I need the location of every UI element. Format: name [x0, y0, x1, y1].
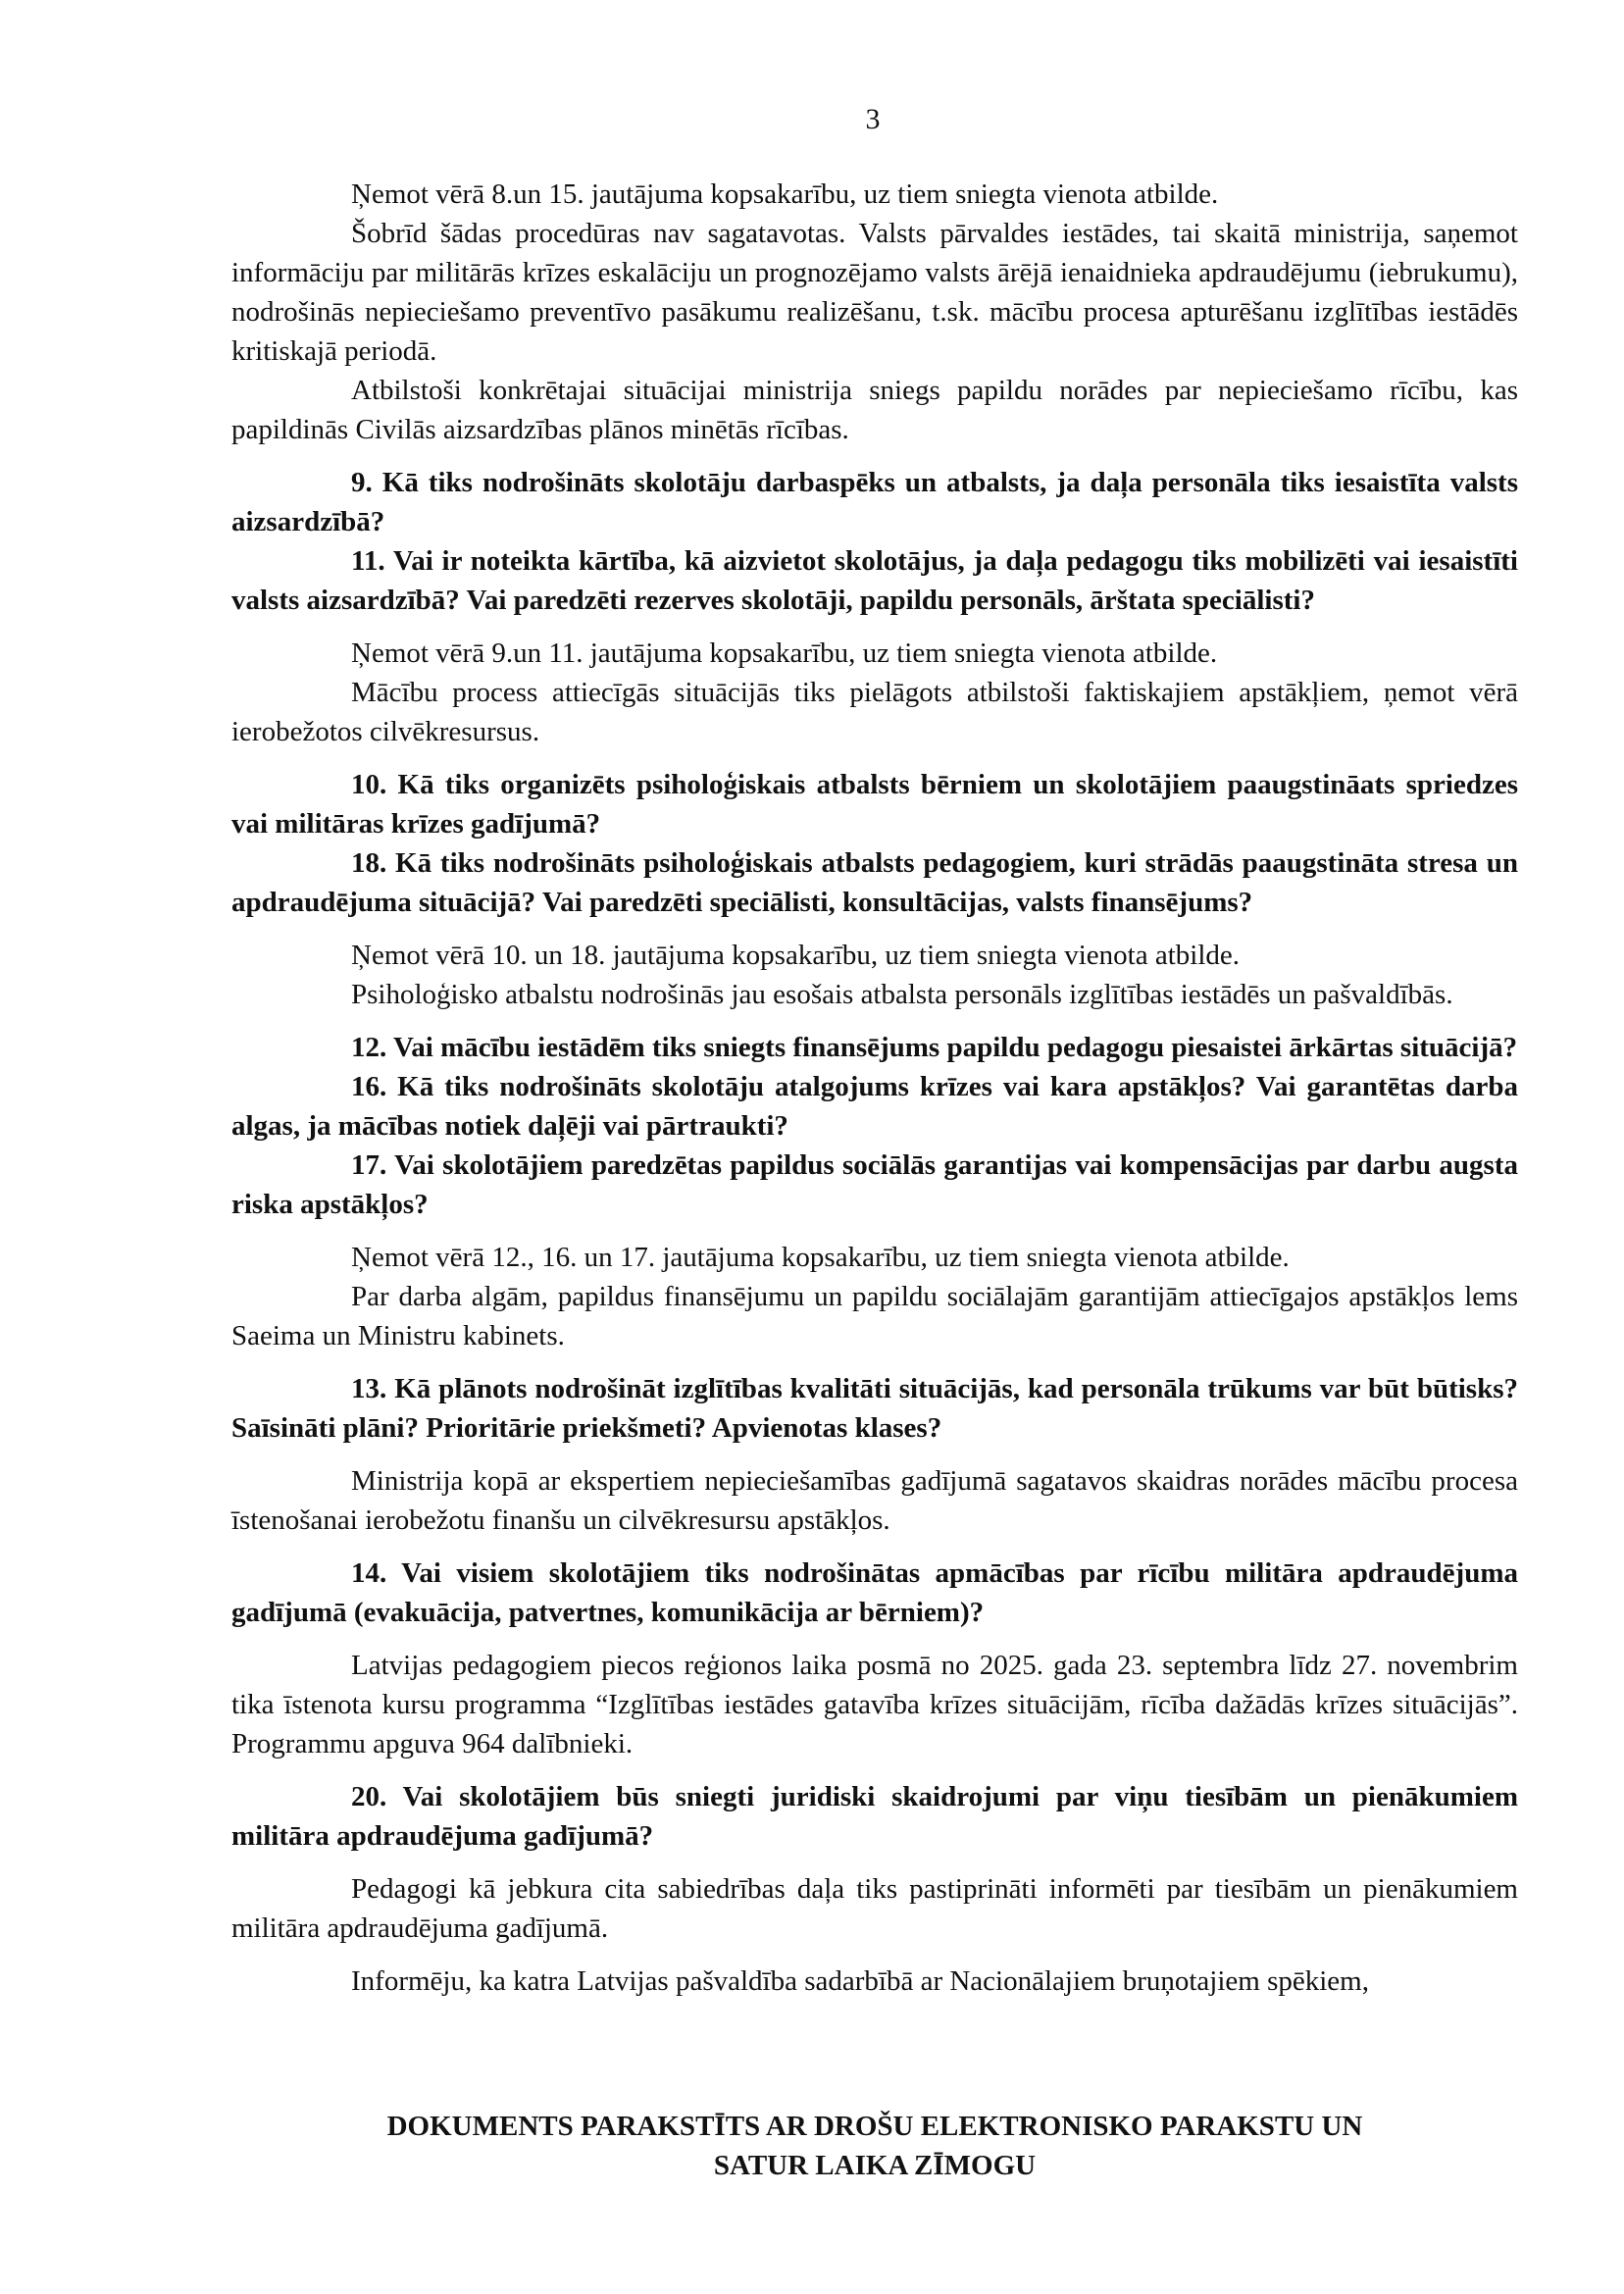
question-paragraph: 12. Vai mācību iestādēm tiks sniegts finansējums papildu pedagogu piesaistei ārkārtas situācijā? — [351, 1032, 1518, 1063]
footer-line: DOKUMENTS PARAKSTĪTS AR DROŠU ELEKTRONISKO PARAKSTU UN — [386, 2111, 1363, 2142]
answer-paragraph: Šobrīd šādas procedūras nav sagatavotas. Valsts pārvaldes iestādes, tai skaitā ministrija, saņemot informāciju par militārās krīzes eskalāciju un prognozējamo valsts ārējā ienaidnieka apdraudējumu (iebrukumu), nodrošinās nepieciešamo preventīvo pasākumu realizēšanu, t.sk. mācību procesa apturēšanu izglītības iestādēs kritiskajā periodā. — [231, 218, 1518, 367]
question-paragraph: 18. Kā tiks nodrošināts psiholoģiskais atbalsts pedagogiem, kuri strādās paaugstināta stresa un apdraudējuma situācijā? Vai paredzēti speciālisti, konsultācijas, valsts finansējums? — [231, 847, 1518, 918]
document-body — [231, 175, 1518, 2001]
question-paragraph: 20. Vai skolotājiem būs sniegti juridiski skaidrojumi par viņu tiesībām un pienākumiem militāra apdraudējuma gadījumā? — [231, 1781, 1518, 1852]
answer-paragraph: Psiholoģisko atbalstu nodrošinās jau esošais atbalsta personāls izglītības iestādēs un pašvaldībās. — [351, 979, 1453, 1010]
answer-paragraph: Par darba algām, papildus finansējumu un papildu sociālajām garantijām attiecīgajos apstākļos lems Saeima un Ministru kabinets. — [231, 1281, 1518, 1351]
question-paragraph: 10. Kā tiks organizēts psiholoģiskais atbalsts bērniem un skolotājiem paaugstināats spriedzes vai militāras krīzes gadījumā? — [231, 769, 1518, 840]
answer-paragraph: Ņemot vērā 9.un 11. jautājuma kopsakarību, uz tiem sniegta vienota atbilde. — [351, 637, 1218, 669]
answer-paragraph: Ņemot vērā 12., 16. un 17. jautājuma kopsakarību, uz tiem sniegta vienota atbilde. — [351, 1242, 1290, 1273]
question-paragraph: 9. Kā tiks nodrošināts skolotāju darbaspēks un atbalsts, ja daļa personāla tiks iesaistīta valsts aizsardzībā? — [231, 467, 1518, 537]
footer-line: SATUR LAIKA ZĪMOGU — [713, 2150, 1037, 2181]
page-number: 3 — [865, 103, 881, 135]
answer-paragraph: Mācību process attiecīgās situācijās tiks pielāgots atbilstoši faktiskajiem apstākļiem, ņemot vērā ierobežotos cilvēkresursus. — [231, 677, 1518, 747]
question-paragraph: 11. Vai ir noteikta kārtība, kā aizvietot skolotājus, ja daļa pedagogu tiks mobilizēti vai iesaistīti valsts aizsardzībā? Vai paredzēti rezerves skolotāji, papildu personāls, ārštata speciālisti? — [231, 545, 1518, 616]
question-paragraph: 16. Kā tiks nodrošināts skolotāju atalgojums krīzes vai kara apstākļos? Vai garantētas darba algas, ja mācības notiek daļēji vai pārtraukti? — [231, 1071, 1518, 1142]
answer-paragraph: Latvijas pedagogiem piecos reģionos laika posmā no 2025. gada 23. septembra līdz 27. novembrim tika īstenota kursu programma “Izglītības iestādes gatavība krīzes situācijām, rīcība dažādās krīzes situācijās”. Programmu apguva 964 dalībnieki. — [231, 1650, 1518, 1759]
question-paragraph: 17. Vai skolotājiem paredzētas papildus sociālās garantijas vai kompensācijas par darbu augsta riska apstākļos? — [231, 1149, 1518, 1220]
answer-paragraph: Atbilstoši konkrētajai situācijai ministrija sniegs papildu norādes par nepieciešamo rīcību, kas papildinās Civilās aizsardzības plānos minētās rīcības. — [231, 375, 1518, 445]
signature-footer — [231, 2107, 1518, 2185]
answer-paragraph: Ņemot vērā 8.un 15. jautājuma kopsakarību, uz tiem sniegta vienota atbilde. — [351, 178, 1219, 210]
question-paragraph: 14. Vai visiem skolotājiem tiks nodrošinātas apmācības par rīcību militāra apdraudējuma gadījumā (evakuācija, patvertnes, komunikācija ar bērniem)? — [231, 1557, 1518, 1628]
question-paragraph: 13. Kā plānots nodrošināt izglītības kvalitāti situācijās, kad personāla trūkums var būt būtisks? Saīsināti plāni? Prioritārie priekšmeti? Apvienotas klases? — [231, 1373, 1518, 1444]
answer-paragraph: Ņemot vērā 10. un 18. jautājuma kopsakarību, uz tiem sniegta vienota atbilde. — [351, 940, 1240, 971]
answer-paragraph: Informēju, ka katra Latvijas pašvaldība sadarbībā ar Nacionālajiem bruņotajiem spēkiem, — [351, 1965, 1369, 1997]
answer-paragraph: Pedagogi kā jebkura cita sabiedrības daļa tiks pastiprināti informēti par tiesībām un pienākumiem militāra apdraudējuma gadījumā. — [231, 1873, 1518, 1944]
answer-paragraph: Ministrija kopā ar ekspertiem nepieciešamības gadījumā sagatavos skaidras norādes mācību procesa īstenošanai ierobežotu finanšu un cilvēkresursu apstākļos. — [231, 1465, 1518, 1536]
